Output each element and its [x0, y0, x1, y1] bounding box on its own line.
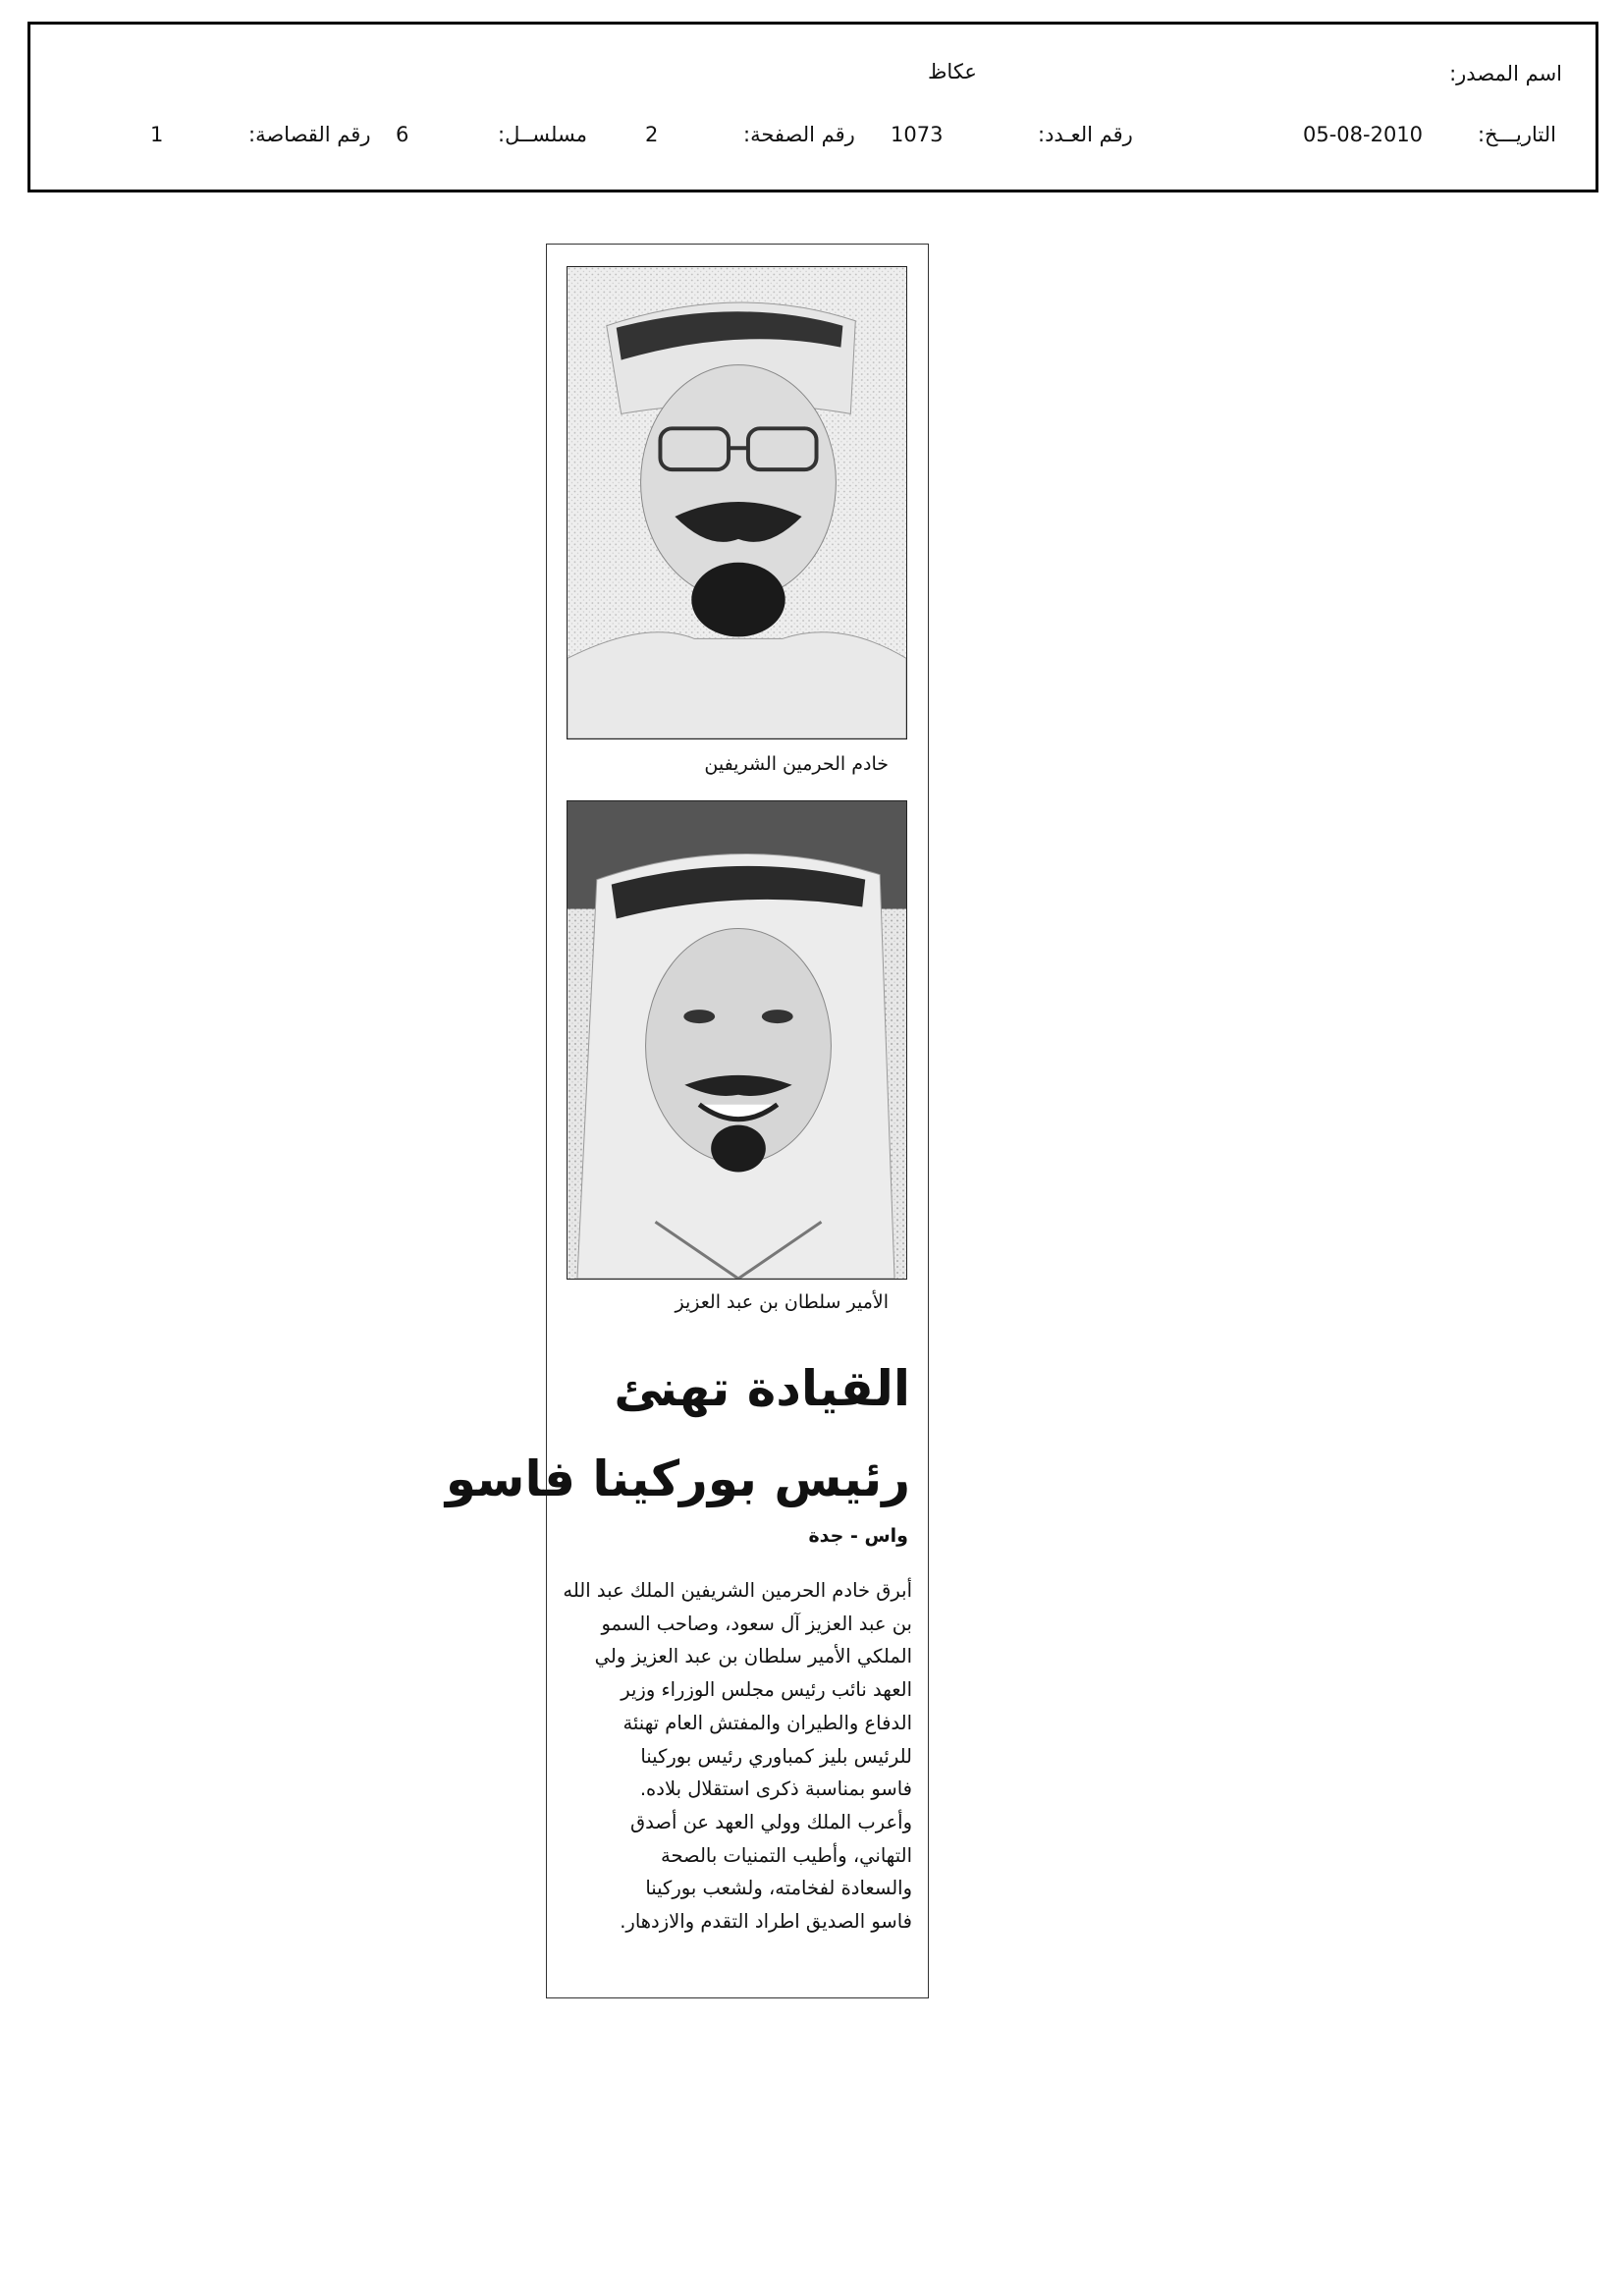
source-value: عكاظ: [928, 60, 977, 83]
source-label: اسم المصدر:: [1449, 62, 1562, 85]
page-value: 2: [645, 123, 659, 146]
body-line: بن عبد العزيز آل سعود، وصاحب السمو: [601, 1612, 912, 1635]
body-line: العهد نائب رئيس مجلس الوزراء وزير: [621, 1678, 912, 1702]
body-line: الدفاع والطيران والمفتش العام تهنئة: [622, 1711, 912, 1734]
photo-1-caption: خادم الحرمين الشريفين: [704, 753, 889, 775]
body-line: والسعادة لفخامته، ولشعب بوركينا: [645, 1877, 912, 1900]
portrait-photo-1: [567, 266, 907, 739]
article-body: [561, 1574, 912, 1939]
photo-2-caption: الأمير سلطان بن عبد العزيز: [675, 1291, 889, 1313]
newspaper-clipping: [445, 244, 929, 1998]
body-line: فاسو الصديق اطراد التقدم والازدهار.: [620, 1910, 912, 1934]
body-line: فاسو بمناسبة ذكرى استقلال بلاده.: [639, 1777, 912, 1801]
body-line: وأعرب الملك وولي العهد عن أصدق: [630, 1810, 912, 1833]
body-line: الملكي الأمير سلطان بن عبد العزيز ولي: [594, 1645, 912, 1668]
serial-value: 6: [396, 123, 409, 146]
date-value: 05-08-2010: [1303, 123, 1424, 146]
issue-label: رقم العـدد:: [1038, 123, 1133, 146]
serial-label: مسلســل:: [498, 123, 587, 146]
date-label: التاريـــخ:: [1477, 123, 1556, 146]
body-line: التهاني، وأطيب التمنيات بالصحة: [661, 1843, 912, 1867]
clip-label: رقم القصاصة:: [248, 123, 371, 146]
issue-value: 1073: [891, 123, 944, 146]
portrait-2-image: [568, 801, 906, 1279]
body-line: أبرق خادم الحرمين الشريفين الملك عبد الله: [563, 1579, 912, 1602]
portrait-photo-2: [567, 800, 907, 1280]
body-line: للرئيس بليز كمباوري رئيس بوركينا: [640, 1744, 912, 1768]
header-info-box: [27, 22, 1598, 192]
page-label: رقم الصفحة:: [743, 123, 855, 146]
headline-line-2: رئيس بوركينا فاسو: [445, 1450, 910, 1507]
headline-line-1: القيادة تهنئ: [614, 1360, 910, 1417]
clip-value: 1: [150, 123, 164, 146]
byline: واس - جدة: [808, 1525, 908, 1547]
portrait-1-image: [568, 267, 906, 738]
